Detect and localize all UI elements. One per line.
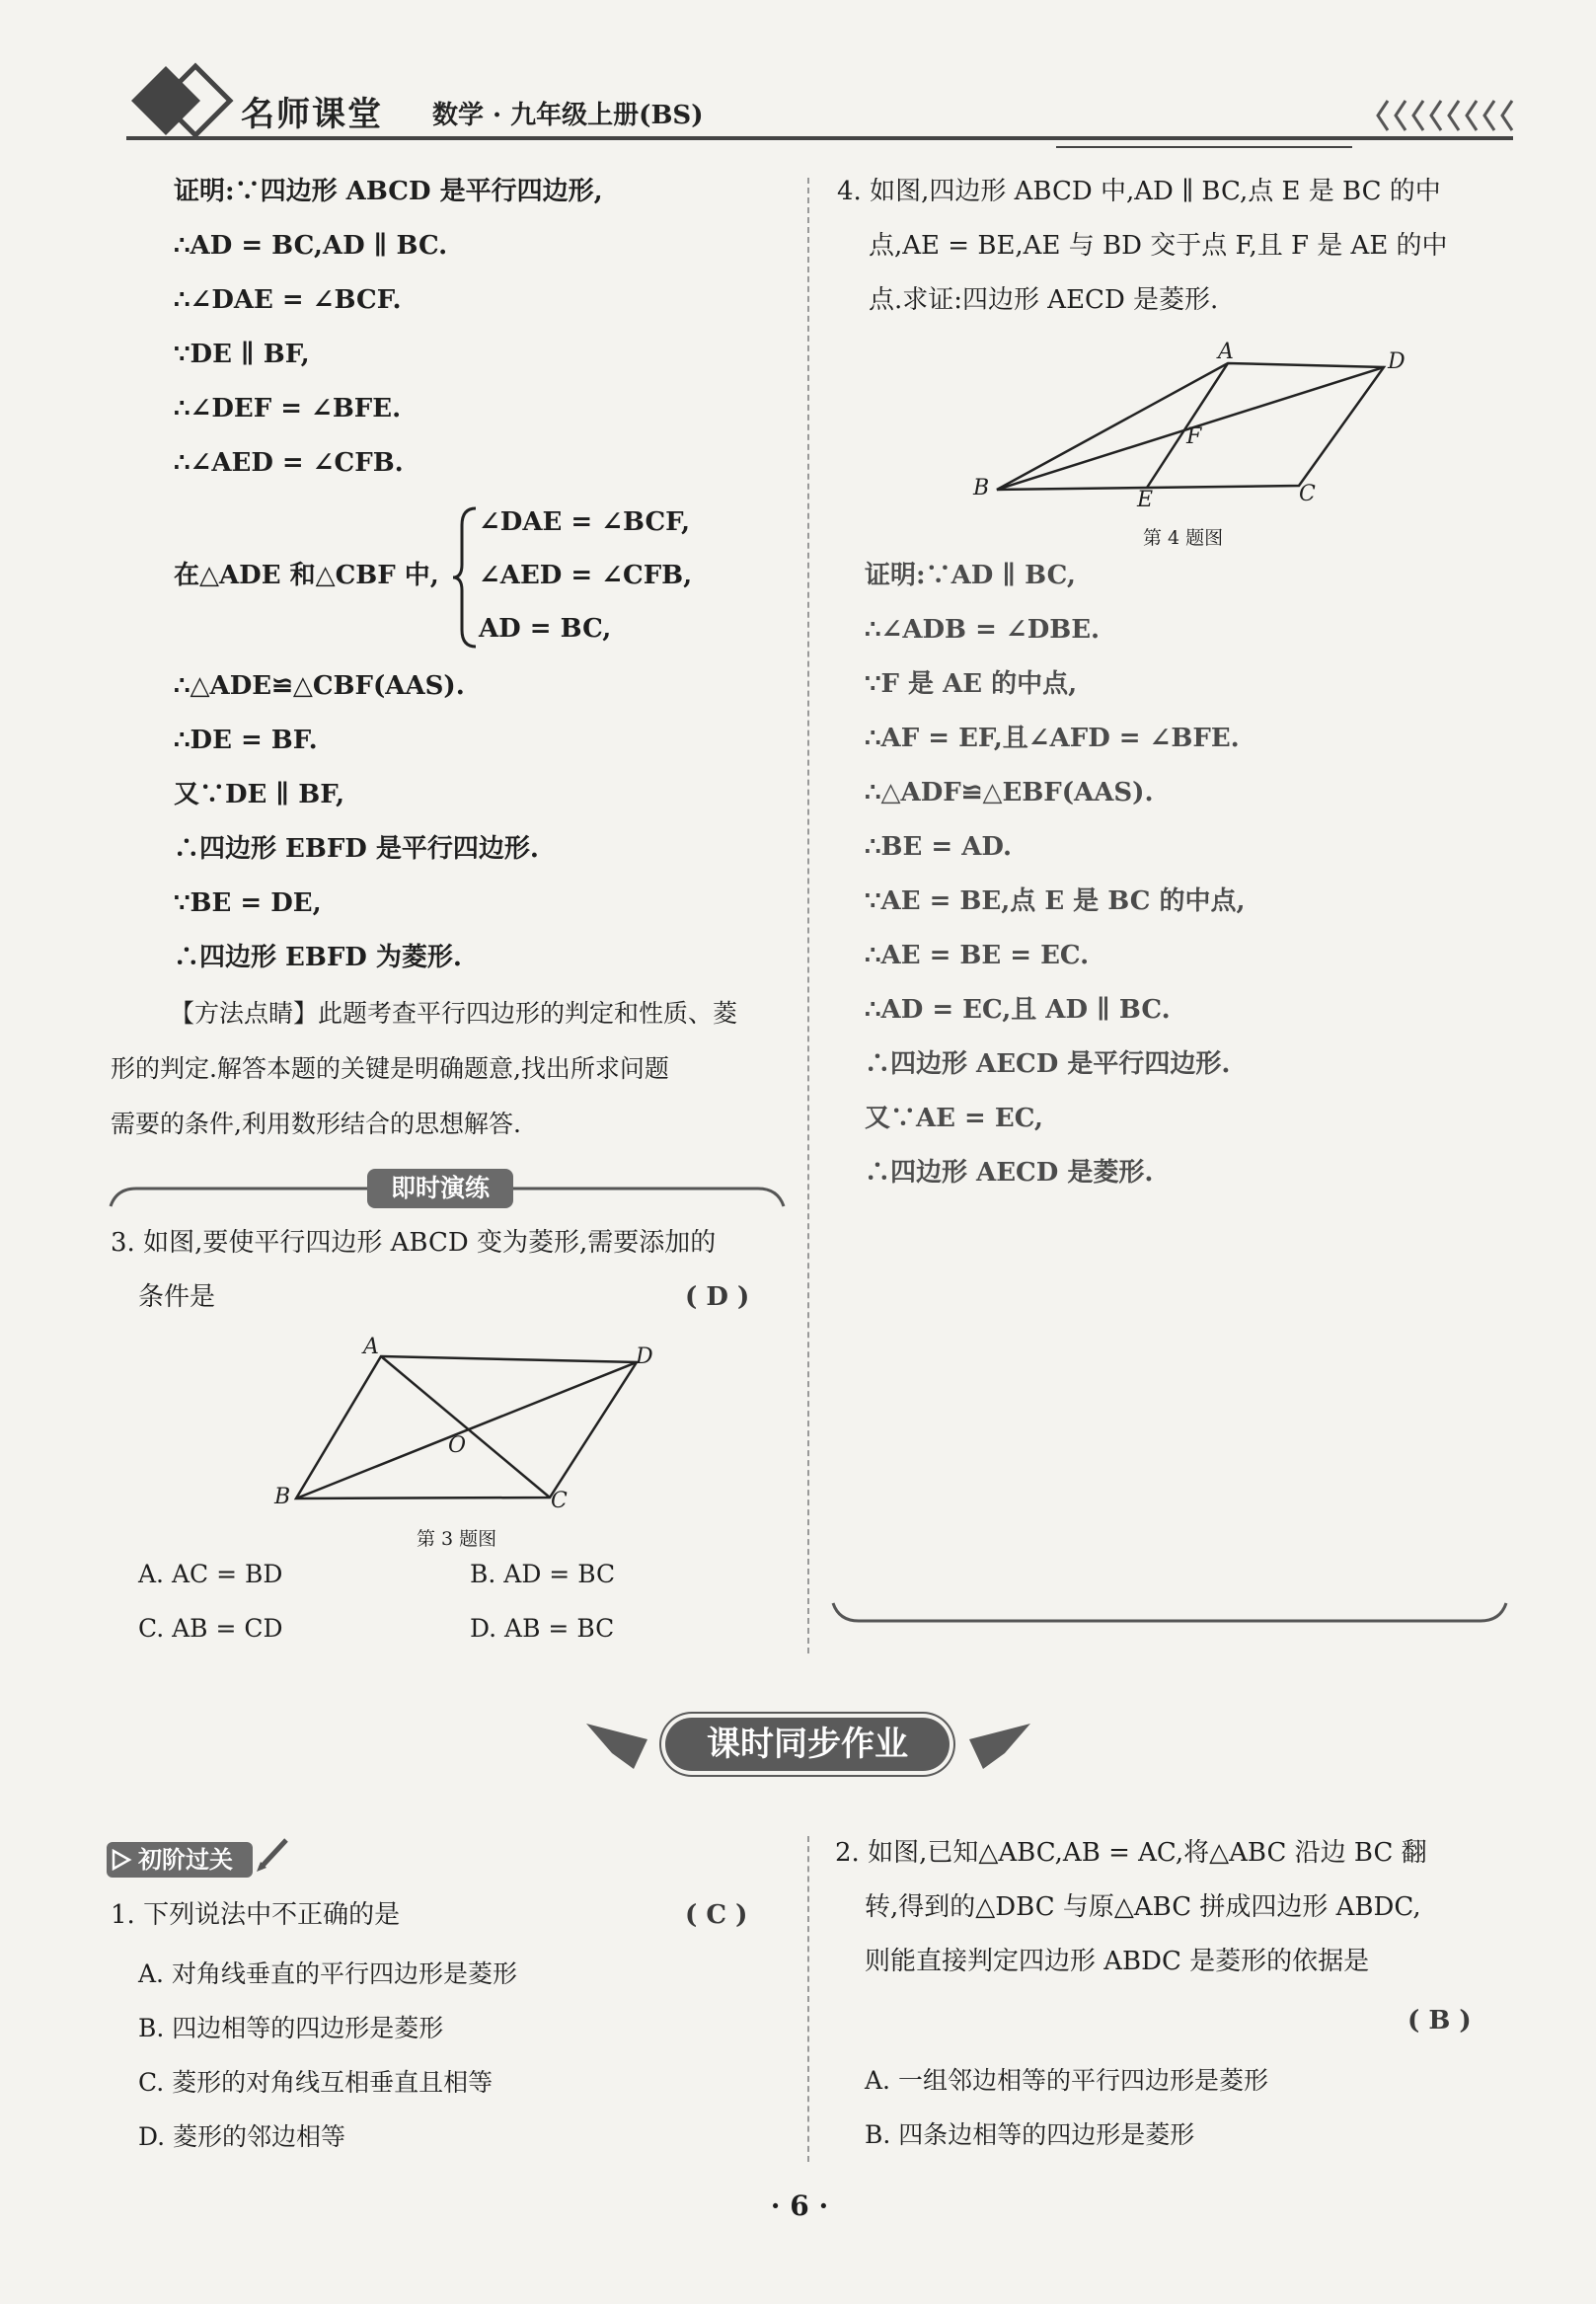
hw-q2-option: A. 一组邻边相等的平行四边形是菱形 — [865, 2066, 1268, 2095]
pencil-icon — [255, 1834, 294, 1874]
proof-line: ∴∠AED = ∠CFB. — [174, 448, 404, 478]
q4-point-label: B — [973, 476, 990, 500]
proof-line: 又∵DE ∥ BF, — [174, 780, 345, 809]
q3-point-label: O — [448, 1433, 467, 1458]
q3-point-label: B — [274, 1485, 291, 1509]
level-label-text: 初阶过关 — [138, 1846, 233, 1874]
q3-answer: ( D ) — [685, 1282, 750, 1312]
q3-option: B. AD = BC — [470, 1560, 616, 1588]
header-rule-thin — [1056, 146, 1352, 148]
method-line: 需要的条件,利用数形结合的思想解答. — [111, 1110, 521, 1138]
proof-line: 证明:∵四边形 ABCD 是平行四边形, — [174, 177, 603, 206]
q4-proof-line: 又∵AE = EC, — [865, 1104, 1043, 1133]
q3-option: A. AC = BD — [138, 1560, 283, 1588]
column-divider — [807, 178, 809, 1653]
hw-q2-stem-line: 2. 如图,已知△ABC,AB = AC,将△ABC 沿边 BC 翻 — [835, 1838, 1427, 1868]
q4-point-label: C — [1299, 482, 1316, 506]
homework-banner-label: 课时同步作业 — [665, 1718, 950, 1771]
header-title: 名师课堂 — [241, 95, 383, 134]
proof-line: ∴∠DAE = ∠BCF. — [174, 285, 402, 315]
q3-point-label: D — [636, 1344, 653, 1369]
header-rule — [126, 136, 1513, 140]
q4-stem-line: 4. 如图,四边形 ABCD 中,AD ∥ BC,点 E 是 BC 的中 — [837, 177, 1441, 206]
system-prefix: 在△ADE 和△CBF 中, — [174, 561, 439, 590]
q4-proof-line: ∴△ADF≌△EBF(AAS). — [865, 778, 1154, 807]
q4-point-label: A — [1218, 340, 1234, 364]
q4-proof-line: ∴BE = AD. — [865, 832, 1013, 862]
hw-q1-option: B. 四边相等的四边形是菱形 — [138, 2014, 444, 2042]
hw-q1-option: C. 菱形的对角线互相垂直且相等 — [138, 2068, 494, 2097]
hw-q2-option: B. 四条边相等的四边形是菱形 — [865, 2120, 1195, 2149]
q3-stem-line2: 条件是 — [138, 1282, 216, 1312]
q4-proof-line: ∵F 是 AE 的中点, — [865, 669, 1078, 699]
system-line: ∠DAE = ∠BCF, — [479, 507, 691, 537]
q4-end-bar — [829, 1599, 1510, 1629]
banner-right-wing-icon — [965, 1718, 1034, 1773]
hw-q1-stem: 1. 下列说法中不正确的是 — [111, 1900, 401, 1930]
hw-q1-option: A. 对角线垂直的平行四边形是菱形 — [138, 1959, 517, 1988]
play-triangle-icon — [111, 1849, 132, 1871]
system-line: ∠AED = ∠CFB, — [479, 561, 693, 590]
proof-line: ∴DE = BF. — [174, 726, 318, 755]
q3-point-label: A — [363, 1335, 379, 1359]
column-divider-lower — [807, 1836, 809, 2162]
header-subtitle: 数学 · 九年级上册(BS) — [432, 101, 704, 130]
q4-proof-line: ∴AF = EF,且∠AFD = ∠BFE. — [865, 724, 1240, 753]
banner-left-wing-icon — [582, 1718, 651, 1773]
q4-proof-line: ∴∠ADB = ∠DBE. — [865, 615, 1101, 645]
chevron-pattern-icon — [1374, 97, 1517, 134]
q4-stem-line: 点,AE = BE,AE 与 BD 交于点 F,且 F 是 AE 的中 — [869, 231, 1448, 261]
system-line: AD = BC, — [479, 614, 612, 644]
q4-point-label: F — [1186, 424, 1202, 449]
proof-line: ∴△ADE≌△CBF(AAS). — [174, 671, 465, 701]
q4-proof-line: ∴四边形 AECD 是菱形. — [865, 1158, 1154, 1188]
proof-line: ∵DE ∥ BF, — [174, 340, 310, 369]
q4-stem-line: 点.求证:四边形 AECD 是菱形. — [869, 285, 1219, 315]
hw-q2-answer: ( B ) — [1407, 2006, 1472, 2035]
method-line: 【方法点睛】此题考查平行四边形的判定和性质、菱 — [170, 999, 738, 1028]
hw-q2-stem-line: 转,得到的△DBC 与原△ABC 拼成四边形 ABDC, — [865, 1892, 1421, 1922]
q3-parallelogram-figure — [276, 1343, 661, 1510]
q4-proof-line: ∴AE = BE = EC. — [865, 941, 1090, 970]
q3-option: C. AB = CD — [138, 1614, 283, 1643]
q4-proof-line: ∵AE = BE,点 E 是 BC 的中点, — [865, 886, 1246, 916]
q3-point-label: C — [551, 1489, 568, 1513]
q4-point-label: E — [1137, 488, 1154, 512]
method-line: 形的判定.解答本题的关键是明确题意,找出所求问题 — [111, 1054, 669, 1083]
hw-q1-option: D. 菱形的邻边相等 — [138, 2122, 346, 2151]
hw-q2-stem-line: 则能直接判定四边形 ABDC 是菱形的依据是 — [865, 1947, 1370, 1976]
proof-line: ∵BE = DE, — [174, 888, 322, 918]
proof-line: ∴AD = BC,AD ∥ BC. — [174, 231, 448, 261]
page-number: · 6 · — [770, 2189, 829, 2222]
left-brace-icon — [450, 505, 480, 650]
q4-point-label: D — [1388, 349, 1406, 374]
q3-caption: 第 3 题图 — [417, 1528, 497, 1550]
q4-caption: 第 4 题图 — [1143, 527, 1224, 549]
q4-proof-line: ∴四边形 AECD 是平行四边形. — [865, 1049, 1231, 1079]
logo-diamond-icon — [126, 61, 235, 140]
q3-option: D. AB = BC — [470, 1614, 615, 1643]
proof-line: ∴四边形 EBFD 为菱形. — [174, 943, 462, 972]
proof-line: ∴四边形 EBFD 是平行四边形. — [174, 834, 539, 864]
q3-stem-line1: 3. 如图,要使平行四边形 ABCD 变为菱形,需要添加的 — [111, 1228, 717, 1258]
practice-label: 即时演练 — [367, 1169, 513, 1208]
proof-line: ∴∠DEF = ∠BFE. — [174, 394, 402, 423]
hw-q1-answer: ( C ) — [685, 1900, 748, 1930]
q4-proof-line: ∴AD = EC,且 AD ∥ BC. — [865, 995, 1171, 1025]
q4-quadrilateral-figure — [987, 346, 1421, 503]
q4-proof-line: 证明:∵AD ∥ BC, — [865, 561, 1076, 590]
